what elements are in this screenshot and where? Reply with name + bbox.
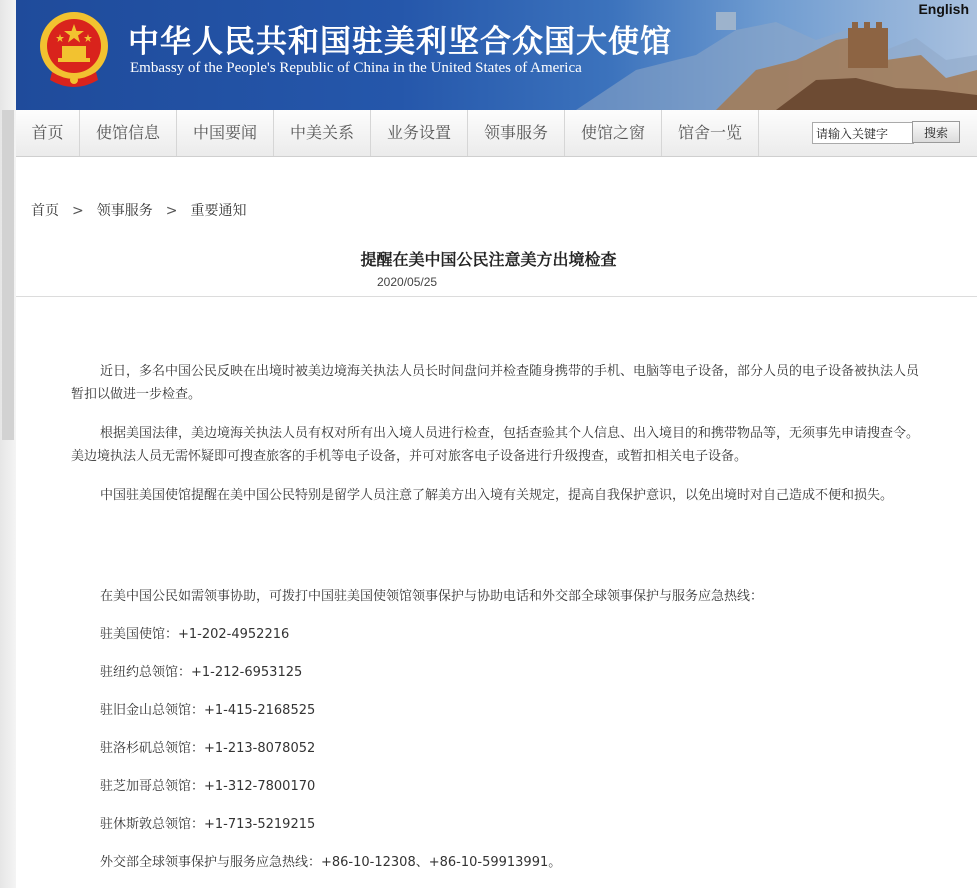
header-banner <box>16 0 977 110</box>
contact-new-york: 驻纽约总领馆：+1-212-6953125 <box>100 665 303 680</box>
nav-item-embassy-window[interactable]: 使馆之窗 <box>565 110 662 156</box>
article-paragraph: 近日，多名中国公民反映在出境时被美边境海关执法人员长时间盘问并检查随身携带的手机、电脑等电子设备，部分人员的电子设备被执法人员暂扣以做进一步检查。 <box>71 364 920 402</box>
contact-intro: 在美中国公民如需领事协助，可拨打中国驻美国使领馆领事保护与协助电话和外交部全球领事保护与服务应急热线： <box>100 589 764 604</box>
embassy-title-cn: 中华人民共和国驻美利坚合众国大使馆 <box>128 24 672 60</box>
search-input[interactable] <box>812 122 914 144</box>
breadcrumb-home[interactable]: 首页 <box>31 203 59 219</box>
nav-item-embassy-info[interactable]: 使馆信息 <box>80 110 177 156</box>
search-button[interactable]: 搜索 <box>912 121 960 143</box>
nav-item-home[interactable]: 首页 <box>16 110 80 156</box>
contact-houston: 驻休斯敦总领馆：+1-713-5219215 <box>100 817 316 832</box>
left-scrollbar[interactable] <box>0 0 16 888</box>
article-date: 2020/05/25 <box>377 275 438 289</box>
embassy-title-en: Embassy of the People's Republic of China in the United States of America <box>130 60 582 76</box>
nav-item-consular-services[interactable]: 领事服务 <box>468 110 565 156</box>
main-nav <box>16 110 977 157</box>
scrollbar-thumb[interactable] <box>2 110 14 440</box>
breadcrumb-consular-services[interactable]: 领事服务 <box>96 203 153 219</box>
english-language-link[interactable]: English <box>918 1 969 17</box>
breadcrumb <box>31 200 246 220</box>
contact-chicago: 驻芝加哥总领馆：+1-312-7800170 <box>100 779 316 794</box>
article-paragraph: 根据美国法律，美边境海关执法人员有权对所有出入境人员进行检查，包括查验其个人信息、出入境目的和携带物品等，无须事先申请搜查令。美边境执法人员无需怀疑即可搜查旅客的手机等电子设备，并可对旅客电子设备进行升级搜查，或暂扣相关电子设备。 <box>71 426 920 464</box>
article-body <box>71 360 926 523</box>
contact-embassy: 驻美国使馆：+1-202-4952216 <box>100 627 290 642</box>
nav-item-china-news[interactable]: 中国要闻 <box>177 110 274 156</box>
article-title: 提醒在美中国公民注意美方出境检查 <box>360 250 617 269</box>
title-divider <box>16 296 977 297</box>
breadcrumb-separator: > <box>72 203 84 219</box>
contact-los-angeles: 驻洛杉矶总领馆：+1-213-8078052 <box>100 741 316 756</box>
nav-item-china-us-relations[interactable]: 中美关系 <box>274 110 371 156</box>
breadcrumb-current: 重要通知 <box>190 203 247 219</box>
article-paragraph: 中国驻美国使馆提醒在美中国公民特别是留学人员注意了解美方出入境有关规定，提高自我保护意识，以免出境时对自己造成不便和损失。 <box>100 488 894 503</box>
nav-item-departments[interactable]: 业务设置 <box>371 110 468 156</box>
contact-san-francisco: 驻旧金山总领馆：+1-415-2168525 <box>100 703 316 718</box>
national-emblem-icon <box>38 10 110 90</box>
contact-mfa-hotline: 外交部全球领事保护与服务应急热线：+86-10-12308、+86-10-59913991。 <box>100 855 562 870</box>
nav-item-premises[interactable]: 馆舍一览 <box>662 110 759 156</box>
breadcrumb-separator: > <box>165 203 178 219</box>
